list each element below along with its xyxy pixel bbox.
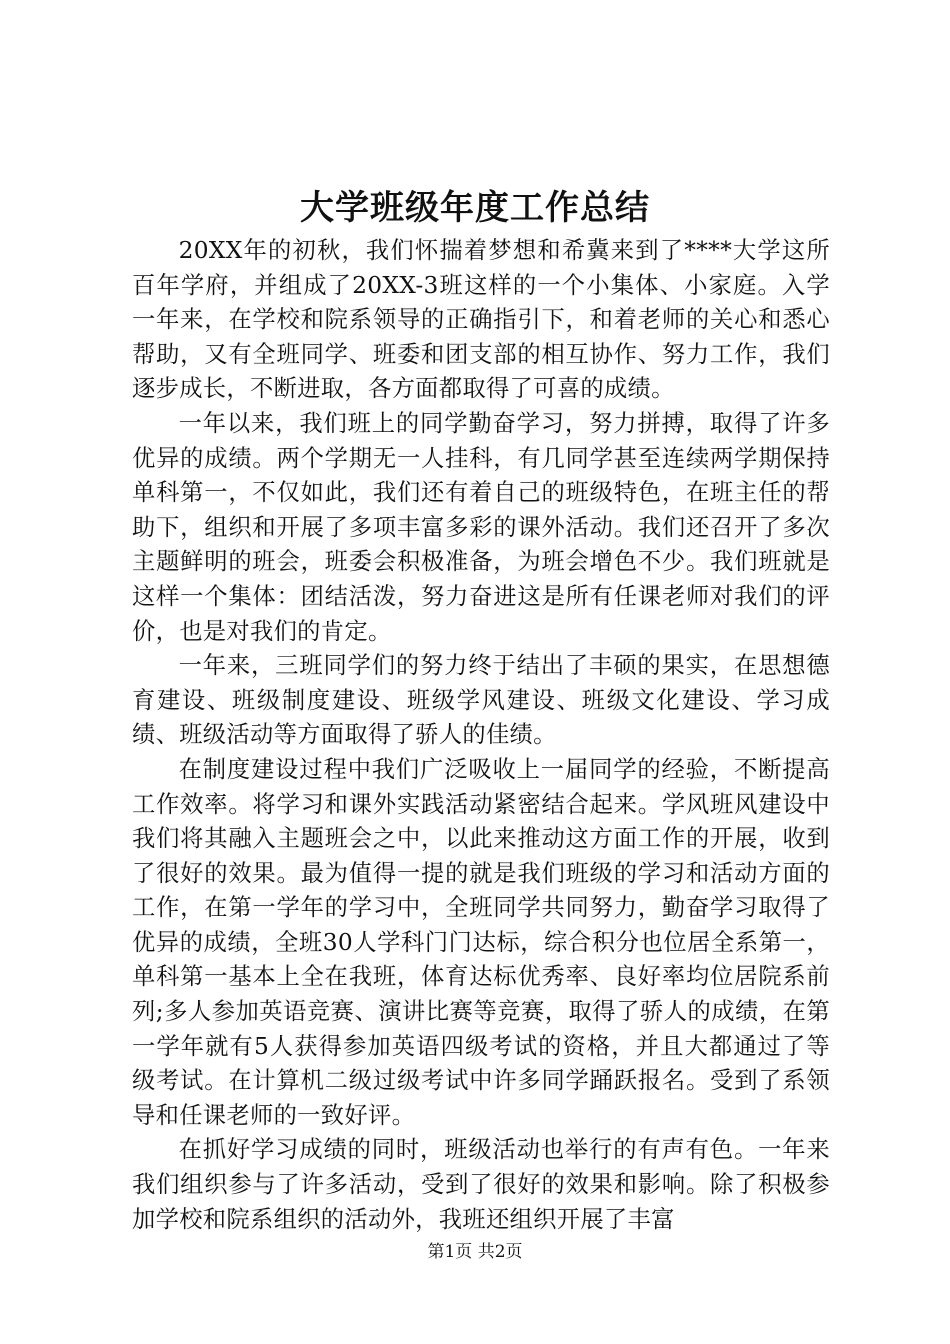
- document-title: 大学班级年度工作总结: [300, 188, 650, 228]
- page-number-footer: 第1页 共2页: [427, 1242, 523, 1262]
- paragraph-3: 一年来，三班同学们的努力终于结出了丰硕的果实，在思想德育建设、班级制度建设、班级学风建设、班级文化建设、学习成绩、班级活动等方面取得了骄人的佳绩。: [132, 652, 830, 749]
- paragraph-5: 在抓好学习成绩的同时，班级活动也举行的有声有色。一年来我们组织参与了许多活动，受到了很好的效果和影响。除了积极参加学校和院系组织的活动外，我班还组织开展了丰富: [132, 1136, 830, 1233]
- document-body: [132, 234, 830, 1237]
- paragraph-4: 在制度建设过程中我们广泛吸收上一届同学的经验，不断提高工作效率。将学习和课外实践活动紧密结合起来。学风班风建设中我们将其融入主题班会之中，以此来推动这方面工作的开展，收到了很好的效果。最为值得一提的就是我们班级的学习和活动方面的工作，在第一学年的学习中，全班同学共同努力，勤奋学习取得了优异的成绩，全班30人学科门门达标，综合积分也位居全系第一，单科第一基本上全在我班，体育达标优秀率、良好率均位居院系前列;多人参加英语竞赛、演讲比赛等竞赛，取得了骄人的成绩，在第一学年就有5人获得参加英语四级考试的资格，并且大都通过了等级考试。在计算机二级过级考试中许多同学踊跃报名。受到了系领导和任课老师的一致好评。: [132, 755, 830, 1129]
- paragraph-2: 一年以来，我们班上的同学勤奋学习，努力拼搏，取得了许多优异的成绩。两个学期无一人挂科，有几同学甚至连续两学期保持单科第一，不仅如此，我们还有着自己的班级特色，在班主任的帮助下，组织和开展了多项丰富多彩的课外活动。我们还召开了多次主题鲜明的班会，班委会积极准备，为班会增色不少。我们班就是这样一个集体：团结活泼，努力奋进这是所有任课老师对我们的评价，也是对我们的肯定。: [132, 409, 830, 645]
- paragraph-1: 20XX年的初秋，我们怀揣着梦想和希冀来到了****大学这所百年学府，并组成了20XX-3班这样的一个小集体、小家庭。入学一年来，在学校和院系领导的正确指引下，和着老师的关心和悉心帮助，又有全班同学、班委和团支部的相互协作、努力工作，我们逐步成长，不断进取，各方面都取得了可喜的成绩。: [132, 237, 830, 403]
